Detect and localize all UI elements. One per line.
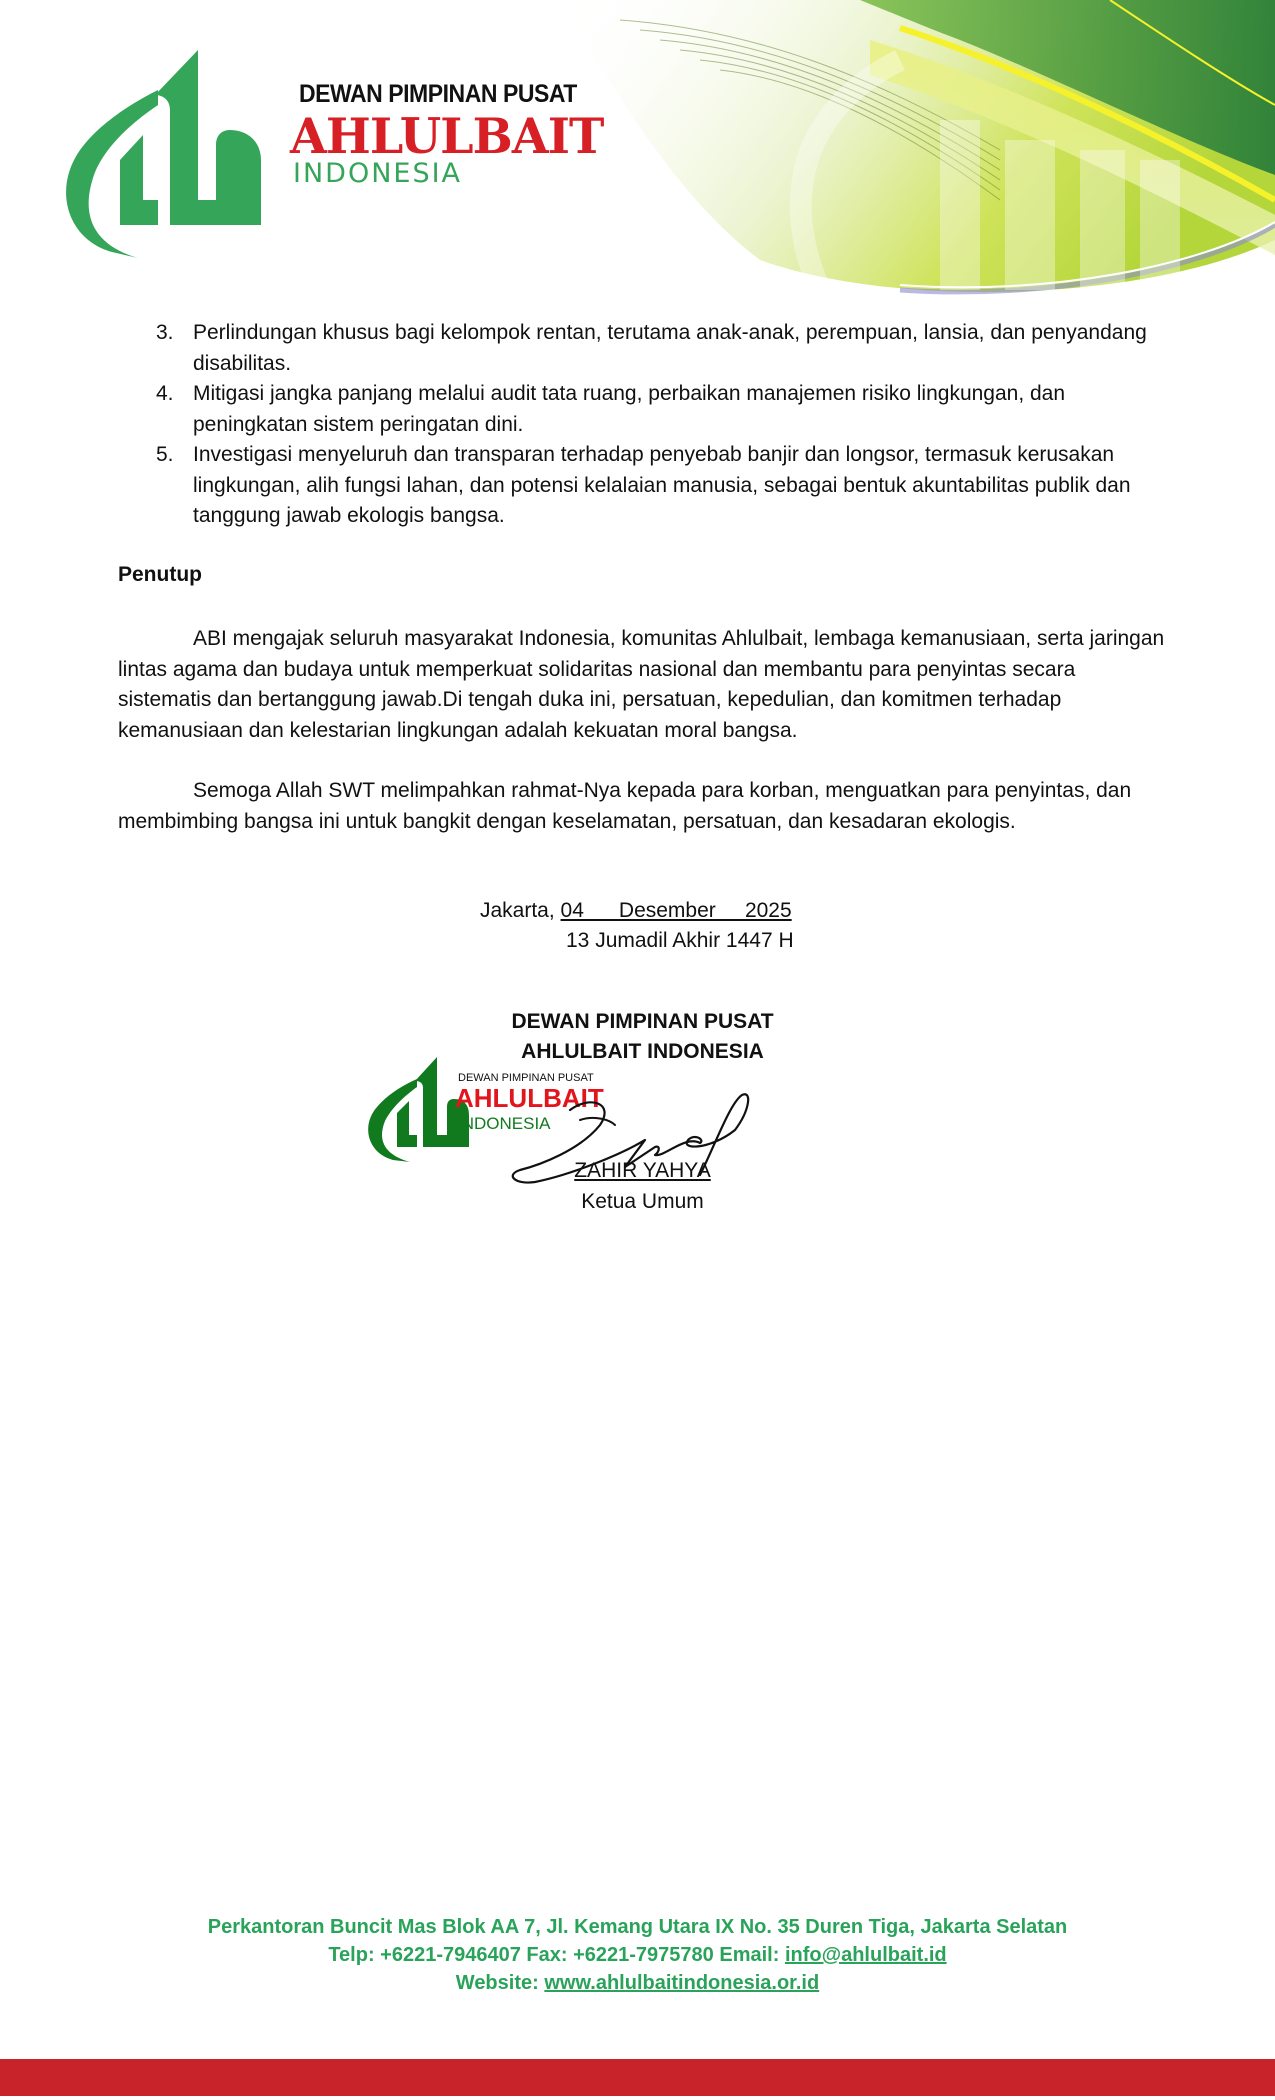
letterhead-org-country: INDONESIA [293, 158, 463, 189]
signature-org-line1: DEWAN PIMPINAN PUSAT [511, 1010, 774, 1033]
dateline [480, 896, 794, 956]
stamp-line3: INDONESIA [457, 1114, 551, 1133]
list-item-text: Investigasi menyeluruh dan transparan terhadap penyebab banjir dan longsor, termasuk kerusakan lingkungan, alih fungsi lahan, dan potensi kelalaian manusia, sebagai bentuk akuntabilitas publik dan tanggung jawab ekologis bangsa. [193, 443, 1131, 527]
letterhead-org-line: DEWAN PIMPINAN PUSAT [299, 80, 577, 108]
list-item [118, 440, 1178, 532]
list-item-number: 3. [156, 321, 174, 344]
stamp-line2: AHLULBAIT [455, 1083, 604, 1113]
list-item-number: 5. [156, 443, 174, 466]
signature-org-line2: AHLULBAIT INDONESIA [521, 1040, 764, 1063]
closing-prayer-paragraph: Semoga Allah SWT melimpahkan rahmat-Nya kepada para korban, menguatkan para penyintas, dan membimbing bangsa ini untuk bangkit dengan keselamatan, persatuan, dan kesadaran ekologis. [118, 779, 1132, 833]
footer-address: Perkantoran Buncit Mas Blok AA 7, Jl. Kemang Utara IX No. 35 Duren Tiga, Jakarta Selatan [207, 1916, 1068, 1938]
list-item [118, 318, 1178, 379]
closing-paragraph: ABI mengajak seluruh masyarakat Indonesia, komunitas Ahlulbait, lembaga kemanusiaan, serta jaringan lintas agama dan budaya untuk memperkuat solidaritas nasional dan membantu para penyintas secara sistematis dan bertanggung jawab.Di tengah duka ini, persatuan, kepedulian, dan komitmen terhadap kemanusiaan dan kelestarian lingkungan adalah kekuatan moral bangsa. [118, 627, 1165, 742]
letter-footer [0, 1913, 1275, 1997]
footer-website-link[interactable]: www.ahlulbaitindonesia.or.id [544, 1972, 820, 1994]
dateline-place: Jakarta, [480, 899, 561, 922]
dateline-date: 04 Desember 2025 [560, 899, 792, 922]
footer-website [0, 1969, 1275, 1997]
list-item-text: Perlindungan khusus bagi kelompok rentan, terutama anak-anak, perempuan, lansia, dan penyandang disabilitas. [193, 321, 1147, 375]
footer-website-label: Website: [455, 1972, 545, 1994]
signer-title: Ketua Umum [581, 1190, 704, 1213]
footer-contact [0, 1941, 1275, 1969]
list-item-number: 4. [156, 382, 174, 405]
footer-email-link[interactable]: info@ahlulbait.id [784, 1944, 947, 1966]
footer-red-band [0, 2059, 1275, 2096]
ahlulbait-logo-icon [58, 50, 268, 270]
signer-name: ZAHIR YAHYA [574, 1159, 711, 1182]
letterhead-org-name: AHLULBAIT [290, 107, 604, 165]
footer-contact-numbers: Telp: +6221-7946407 Fax: +6221-7975780 Email: [328, 1944, 785, 1966]
list-item [118, 379, 1178, 440]
dateline-hijri: 13 Jumadil Akhir 1447 H [566, 929, 794, 952]
recommendation-list [118, 318, 1178, 532]
list-item-text: Mitigasi jangka panjang melalui audit tata ruang, perbaikan manajemen risiko lingkungan, dan peningkatan sistem peringatan dini. [193, 382, 1066, 436]
section-heading-penutup: Penutup [118, 563, 202, 586]
signer-block [420, 1155, 865, 1217]
stamp-line1: DEWAN PIMPINAN PUSAT [458, 1072, 594, 1084]
